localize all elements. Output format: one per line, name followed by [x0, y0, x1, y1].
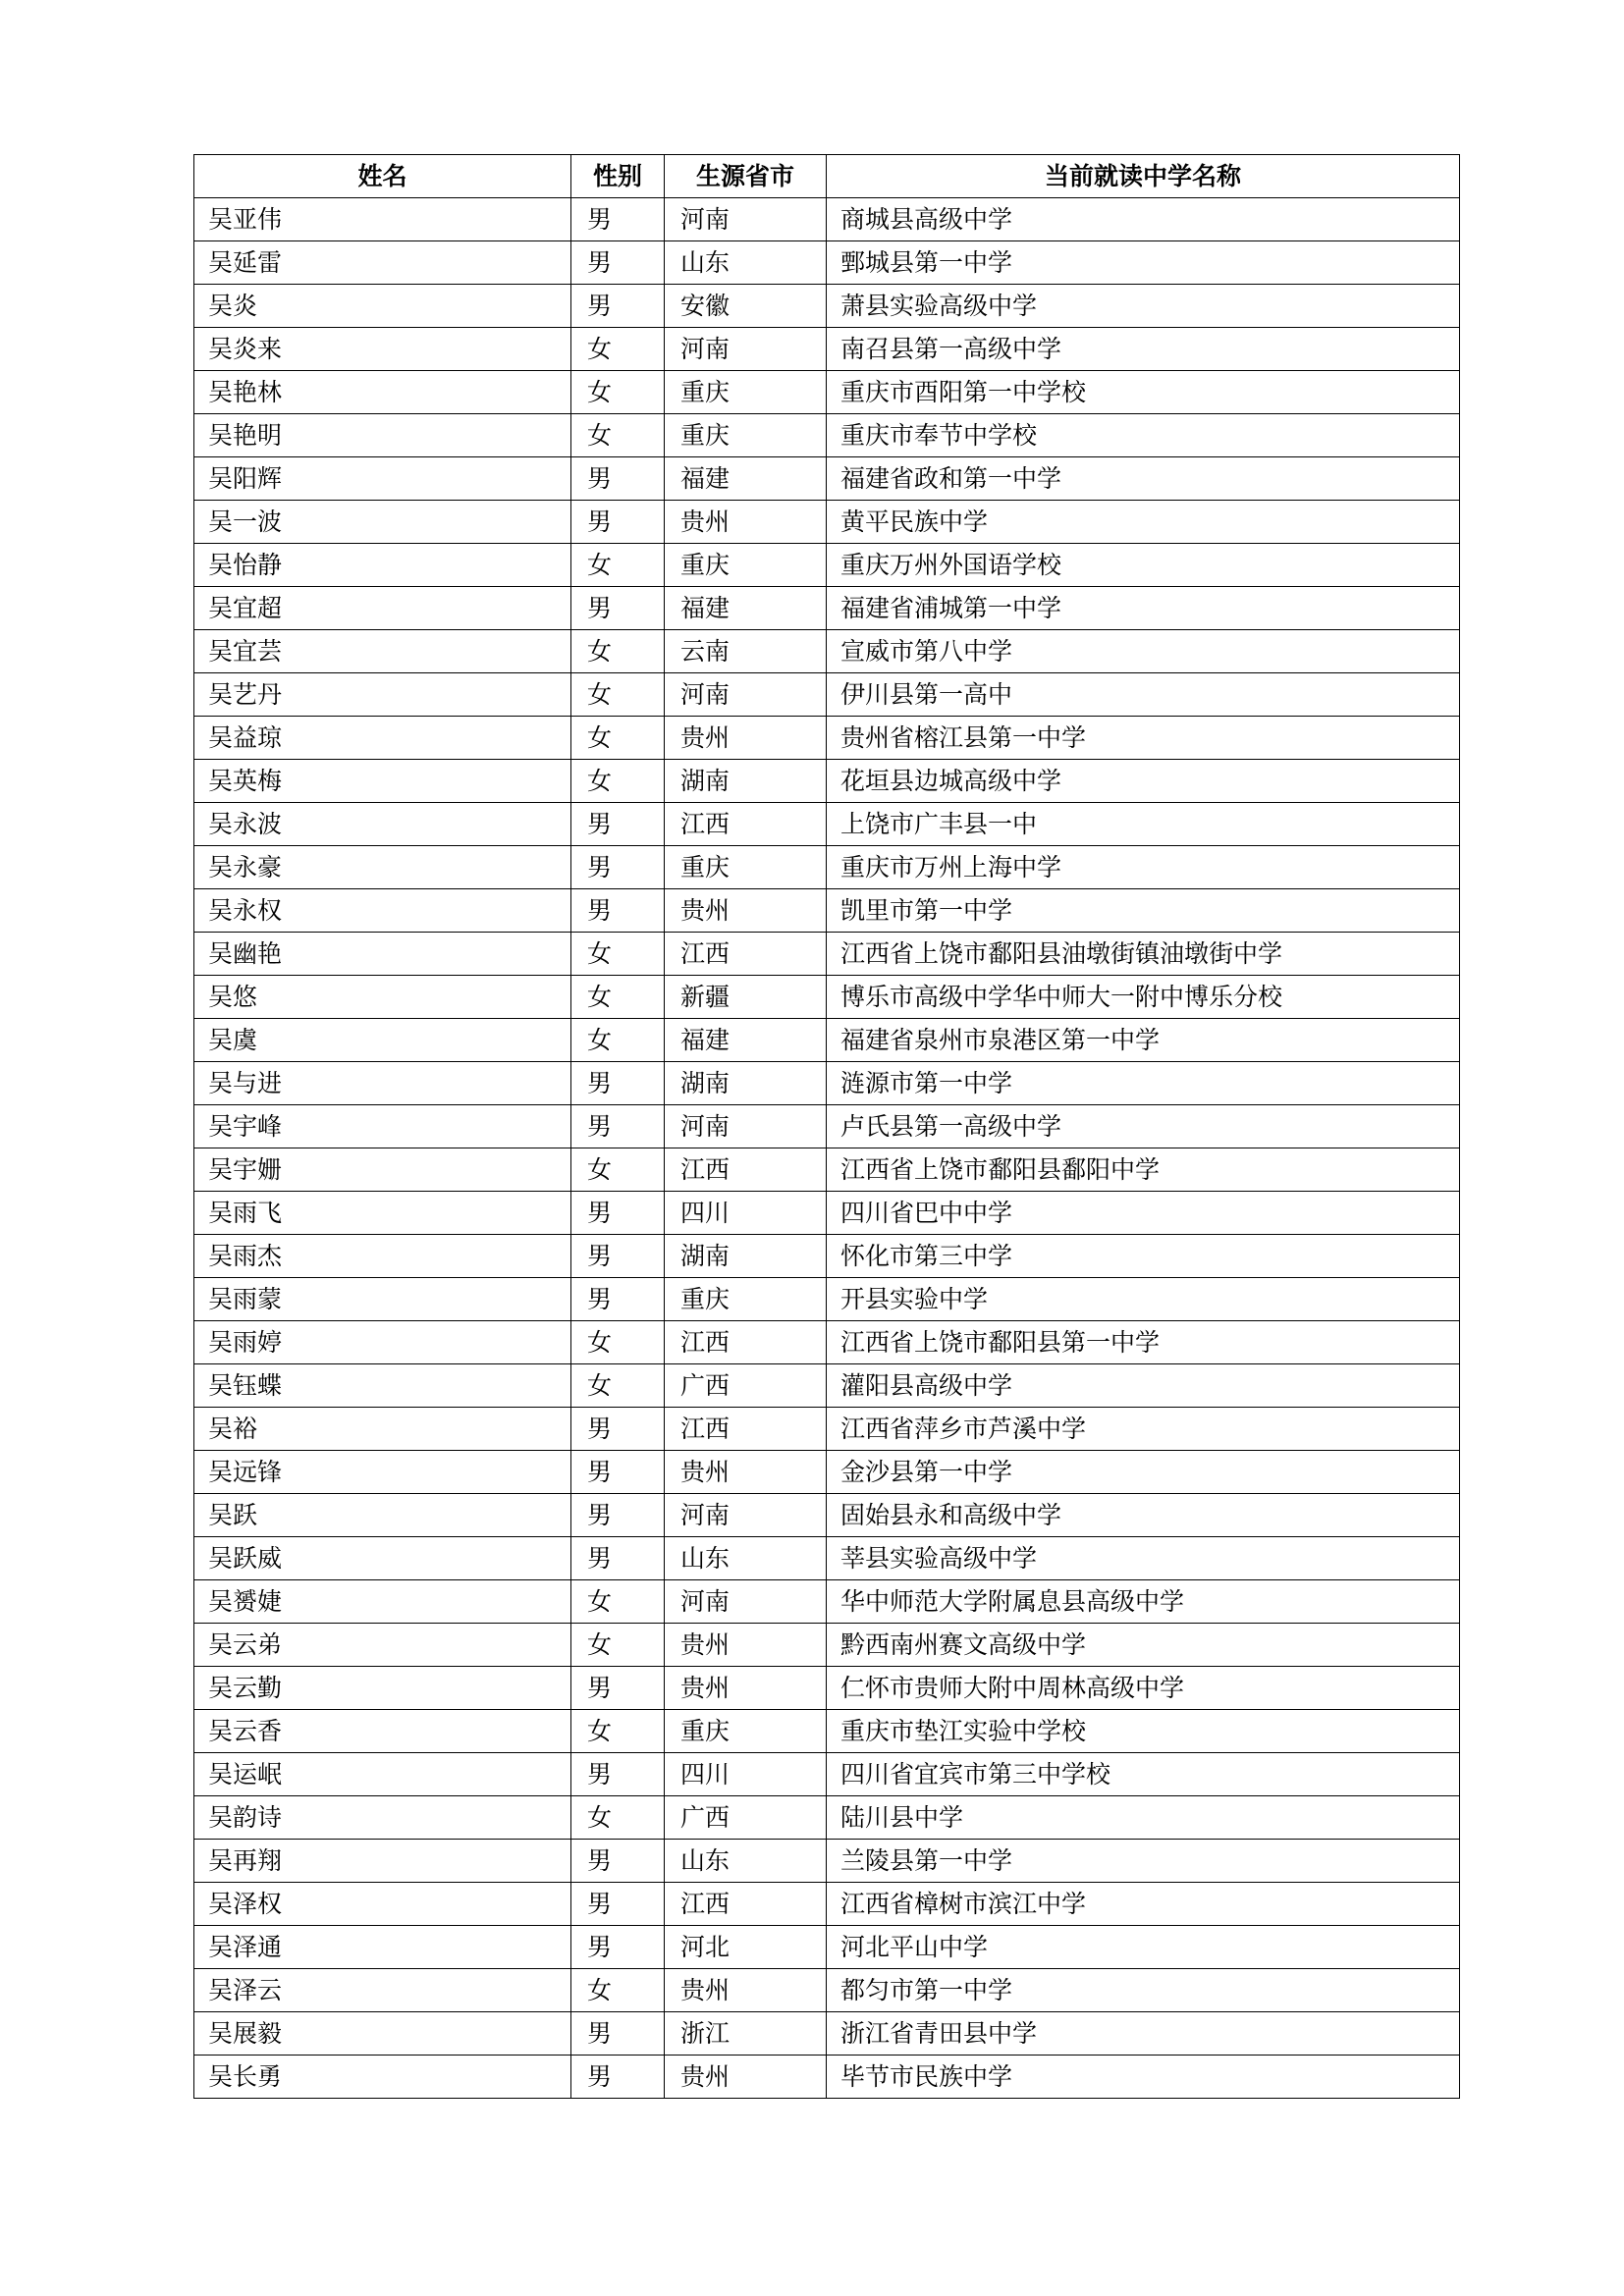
table-row [194, 1753, 1460, 1796]
cell-name: 吴延雷 [194, 241, 571, 285]
cell-province: 重庆 [665, 1278, 827, 1321]
table-row [194, 1667, 1460, 1710]
cell-school: 博乐市高级中学华中师大一附中博乐分校 [827, 976, 1460, 1019]
cell-province: 贵州 [665, 2056, 827, 2099]
cell-province: 福建 [665, 587, 827, 630]
cell-province: 云南 [665, 630, 827, 673]
cell-gender: 男 [571, 1451, 665, 1494]
cell-gender: 男 [571, 2012, 665, 2056]
cell-gender: 男 [571, 1840, 665, 1883]
cell-name: 吴长勇 [194, 2056, 571, 2099]
cell-school: 陆川县中学 [827, 1796, 1460, 1840]
cell-gender: 女 [571, 414, 665, 457]
cell-name: 吴云香 [194, 1710, 571, 1753]
cell-gender: 男 [571, 587, 665, 630]
table-row [194, 1408, 1460, 1451]
cell-name: 吴英梅 [194, 760, 571, 803]
cell-province: 山东 [665, 1537, 827, 1580]
cell-gender: 男 [571, 1667, 665, 1710]
cell-school: 四川省巴中中学 [827, 1192, 1460, 1235]
cell-gender: 女 [571, 1364, 665, 1408]
cell-school: 上饶市广丰县一中 [827, 803, 1460, 846]
table-row [194, 328, 1460, 371]
cell-gender: 男 [571, 1062, 665, 1105]
table-row [194, 587, 1460, 630]
cell-province: 江西 [665, 933, 827, 976]
cell-name: 吴钰蝶 [194, 1364, 571, 1408]
cell-name: 吴宇姗 [194, 1148, 571, 1192]
cell-province: 河北 [665, 1926, 827, 1969]
cell-school: 鄄城县第一中学 [827, 241, 1460, 285]
cell-province: 贵州 [665, 889, 827, 933]
cell-name: 吴云弟 [194, 1624, 571, 1667]
cell-gender: 女 [571, 1148, 665, 1192]
cell-name: 吴再翔 [194, 1840, 571, 1883]
table-row [194, 1062, 1460, 1105]
cell-school: 仁怀市贵师大附中周林高级中学 [827, 1667, 1460, 1710]
cell-gender: 男 [571, 1883, 665, 1926]
cell-gender: 女 [571, 760, 665, 803]
header-gender: 性别 [571, 155, 665, 198]
table-row [194, 1883, 1460, 1926]
cell-province: 河南 [665, 673, 827, 717]
cell-gender: 男 [571, 1537, 665, 1580]
cell-name: 吴远锋 [194, 1451, 571, 1494]
cell-name: 吴艺丹 [194, 673, 571, 717]
table-row [194, 976, 1460, 1019]
header-school: 当前就读中学名称 [827, 155, 1460, 198]
cell-name: 吴宜超 [194, 587, 571, 630]
cell-school: 黄平民族中学 [827, 501, 1460, 544]
cell-name: 吴韵诗 [194, 1796, 571, 1840]
cell-name: 吴永豪 [194, 846, 571, 889]
cell-school: 开县实验中学 [827, 1278, 1460, 1321]
cell-province: 湖南 [665, 760, 827, 803]
table-row [194, 414, 1460, 457]
cell-school: 河北平山中学 [827, 1926, 1460, 1969]
cell-school: 江西省上饶市鄱阳县油墩街镇油墩街中学 [827, 933, 1460, 976]
table-row [194, 1926, 1460, 1969]
cell-school: 浙江省青田县中学 [827, 2012, 1460, 2056]
cell-name: 吴炎来 [194, 328, 571, 371]
cell-province: 山东 [665, 1840, 827, 1883]
cell-school: 都匀市第一中学 [827, 1969, 1460, 2012]
table-row [194, 501, 1460, 544]
table-body [194, 198, 1460, 2099]
cell-name: 吴悠 [194, 976, 571, 1019]
table-row [194, 1019, 1460, 1062]
cell-gender: 女 [571, 371, 665, 414]
cell-school: 重庆市垫江实验中学校 [827, 1710, 1460, 1753]
cell-province: 重庆 [665, 1710, 827, 1753]
cell-province: 安徽 [665, 285, 827, 328]
table-row [194, 544, 1460, 587]
cell-province: 河南 [665, 1580, 827, 1624]
cell-name: 吴雨杰 [194, 1235, 571, 1278]
cell-province: 湖南 [665, 1062, 827, 1105]
cell-school: 萧县实验高级中学 [827, 285, 1460, 328]
table-row [194, 803, 1460, 846]
cell-province: 贵州 [665, 1451, 827, 1494]
cell-name: 吴一波 [194, 501, 571, 544]
cell-school: 兰陵县第一中学 [827, 1840, 1460, 1883]
cell-province: 福建 [665, 1019, 827, 1062]
cell-name: 吴益琼 [194, 717, 571, 760]
table-row [194, 1796, 1460, 1840]
table-row [194, 760, 1460, 803]
cell-name: 吴幽艳 [194, 933, 571, 976]
cell-school: 重庆万州外国语学校 [827, 544, 1460, 587]
cell-province: 重庆 [665, 544, 827, 587]
cell-province: 贵州 [665, 1969, 827, 2012]
cell-gender: 男 [571, 1105, 665, 1148]
cell-school: 涟源市第一中学 [827, 1062, 1460, 1105]
table-row [194, 198, 1460, 241]
table-row [194, 1105, 1460, 1148]
cell-name: 吴裕 [194, 1408, 571, 1451]
cell-school: 金沙县第一中学 [827, 1451, 1460, 1494]
cell-name: 吴泽通 [194, 1926, 571, 1969]
cell-gender: 女 [571, 630, 665, 673]
cell-gender: 男 [571, 1926, 665, 1969]
cell-name: 吴虞 [194, 1019, 571, 1062]
table-row [194, 285, 1460, 328]
cell-school: 商城县高级中学 [827, 198, 1460, 241]
table-row [194, 1710, 1460, 1753]
table-row [194, 1494, 1460, 1537]
cell-gender: 男 [571, 1753, 665, 1796]
cell-gender: 女 [571, 717, 665, 760]
cell-name: 吴宇峰 [194, 1105, 571, 1148]
cell-school: 毕节市民族中学 [827, 2056, 1460, 2099]
table-row [194, 1537, 1460, 1580]
cell-name: 吴云勤 [194, 1667, 571, 1710]
cell-gender: 男 [571, 846, 665, 889]
table-header-row [194, 155, 1460, 198]
table-row [194, 1580, 1460, 1624]
cell-gender: 女 [571, 1580, 665, 1624]
cell-gender: 男 [571, 1278, 665, 1321]
cell-name: 吴永权 [194, 889, 571, 933]
table-row [194, 933, 1460, 976]
cell-school: 固始县永和高级中学 [827, 1494, 1460, 1537]
cell-school: 福建省政和第一中学 [827, 457, 1460, 501]
cell-school: 福建省泉州市泉港区第一中学 [827, 1019, 1460, 1062]
table-row [194, 1624, 1460, 1667]
cell-school: 伊川县第一高中 [827, 673, 1460, 717]
cell-name: 吴雨蒙 [194, 1278, 571, 1321]
cell-province: 重庆 [665, 846, 827, 889]
table-row [194, 1451, 1460, 1494]
table-row [194, 1148, 1460, 1192]
cell-province: 山东 [665, 241, 827, 285]
table-row [194, 846, 1460, 889]
cell-province: 广西 [665, 1364, 827, 1408]
cell-name: 吴泽权 [194, 1883, 571, 1926]
cell-gender: 女 [571, 933, 665, 976]
table-row [194, 1364, 1460, 1408]
cell-gender: 男 [571, 285, 665, 328]
cell-province: 贵州 [665, 1624, 827, 1667]
cell-province: 贵州 [665, 717, 827, 760]
cell-name: 吴雨飞 [194, 1192, 571, 1235]
table-row [194, 1278, 1460, 1321]
cell-gender: 女 [571, 328, 665, 371]
cell-gender: 女 [571, 1321, 665, 1364]
cell-gender: 女 [571, 1019, 665, 1062]
cell-province: 浙江 [665, 2012, 827, 2056]
cell-name: 吴展毅 [194, 2012, 571, 2056]
cell-gender: 男 [571, 501, 665, 544]
cell-province: 贵州 [665, 501, 827, 544]
cell-name: 吴炎 [194, 285, 571, 328]
cell-school: 重庆市酉阳第一中学校 [827, 371, 1460, 414]
cell-school: 江西省萍乡市芦溪中学 [827, 1408, 1460, 1451]
table-row [194, 371, 1460, 414]
cell-gender: 男 [571, 2056, 665, 2099]
cell-province: 贵州 [665, 1667, 827, 1710]
student-table [193, 154, 1460, 2099]
cell-name: 吴艳林 [194, 371, 571, 414]
cell-name: 吴亚伟 [194, 198, 571, 241]
cell-gender: 男 [571, 1192, 665, 1235]
cell-name: 吴赟婕 [194, 1580, 571, 1624]
cell-province: 江西 [665, 1321, 827, 1364]
cell-province: 湖南 [665, 1235, 827, 1278]
cell-gender: 男 [571, 457, 665, 501]
cell-school: 四川省宜宾市第三中学校 [827, 1753, 1460, 1796]
cell-school: 贵州省榕江县第一中学 [827, 717, 1460, 760]
cell-gender: 女 [571, 1624, 665, 1667]
cell-name: 吴运岷 [194, 1753, 571, 1796]
cell-school: 宣威市第八中学 [827, 630, 1460, 673]
cell-province: 重庆 [665, 414, 827, 457]
cell-school: 重庆市万州上海中学 [827, 846, 1460, 889]
cell-gender: 男 [571, 1408, 665, 1451]
table-row [194, 1192, 1460, 1235]
cell-province: 四川 [665, 1753, 827, 1796]
table-row [194, 241, 1460, 285]
cell-school: 凯里市第一中学 [827, 889, 1460, 933]
cell-province: 福建 [665, 457, 827, 501]
cell-province: 江西 [665, 1883, 827, 1926]
table-row [194, 889, 1460, 933]
cell-gender: 女 [571, 673, 665, 717]
cell-school: 灌阳县高级中学 [827, 1364, 1460, 1408]
cell-name: 吴阳辉 [194, 457, 571, 501]
cell-school: 华中师范大学附属息县高级中学 [827, 1580, 1460, 1624]
cell-name: 吴跃威 [194, 1537, 571, 1580]
cell-gender: 男 [571, 803, 665, 846]
cell-school: 卢氏县第一高级中学 [827, 1105, 1460, 1148]
cell-name: 吴泽云 [194, 1969, 571, 2012]
table-row [194, 630, 1460, 673]
table-row [194, 1969, 1460, 2012]
table-row [194, 457, 1460, 501]
cell-gender: 男 [571, 1235, 665, 1278]
cell-gender: 女 [571, 1710, 665, 1753]
cell-gender: 女 [571, 544, 665, 587]
cell-school: 福建省浦城第一中学 [827, 587, 1460, 630]
cell-gender: 男 [571, 198, 665, 241]
cell-province: 江西 [665, 1148, 827, 1192]
cell-school: 重庆市奉节中学校 [827, 414, 1460, 457]
cell-province: 江西 [665, 803, 827, 846]
cell-province: 河南 [665, 328, 827, 371]
cell-school: 莘县实验高级中学 [827, 1537, 1460, 1580]
header-name: 姓名 [194, 155, 571, 198]
cell-school: 江西省上饶市鄱阳县第一中学 [827, 1321, 1460, 1364]
table-row [194, 1235, 1460, 1278]
cell-gender: 男 [571, 889, 665, 933]
cell-name: 吴宜芸 [194, 630, 571, 673]
table-row [194, 1321, 1460, 1364]
cell-province: 四川 [665, 1192, 827, 1235]
cell-school: 花垣县边城高级中学 [827, 760, 1460, 803]
cell-province: 新疆 [665, 976, 827, 1019]
cell-name: 吴艳明 [194, 414, 571, 457]
cell-gender: 男 [571, 1494, 665, 1537]
cell-province: 广西 [665, 1796, 827, 1840]
cell-name: 吴怡静 [194, 544, 571, 587]
cell-school: 黔西南州赛文高级中学 [827, 1624, 1460, 1667]
cell-province: 重庆 [665, 371, 827, 414]
cell-gender: 女 [571, 1969, 665, 2012]
cell-name: 吴永波 [194, 803, 571, 846]
table-row [194, 2056, 1460, 2099]
cell-name: 吴与进 [194, 1062, 571, 1105]
cell-province: 江西 [665, 1408, 827, 1451]
table-row [194, 2012, 1460, 2056]
cell-gender: 女 [571, 1796, 665, 1840]
cell-school: 江西省樟树市滨江中学 [827, 1883, 1460, 1926]
cell-gender: 男 [571, 241, 665, 285]
cell-name: 吴雨婷 [194, 1321, 571, 1364]
cell-school: 南召县第一高级中学 [827, 328, 1460, 371]
header-province: 生源省市 [665, 155, 827, 198]
cell-province: 河南 [665, 1494, 827, 1537]
cell-school: 怀化市第三中学 [827, 1235, 1460, 1278]
table-row [194, 673, 1460, 717]
cell-province: 河南 [665, 198, 827, 241]
table-row [194, 717, 1460, 760]
cell-name: 吴跃 [194, 1494, 571, 1537]
cell-school: 江西省上饶市鄱阳县鄱阳中学 [827, 1148, 1460, 1192]
cell-province: 河南 [665, 1105, 827, 1148]
table-row [194, 1840, 1460, 1883]
cell-gender: 女 [571, 976, 665, 1019]
